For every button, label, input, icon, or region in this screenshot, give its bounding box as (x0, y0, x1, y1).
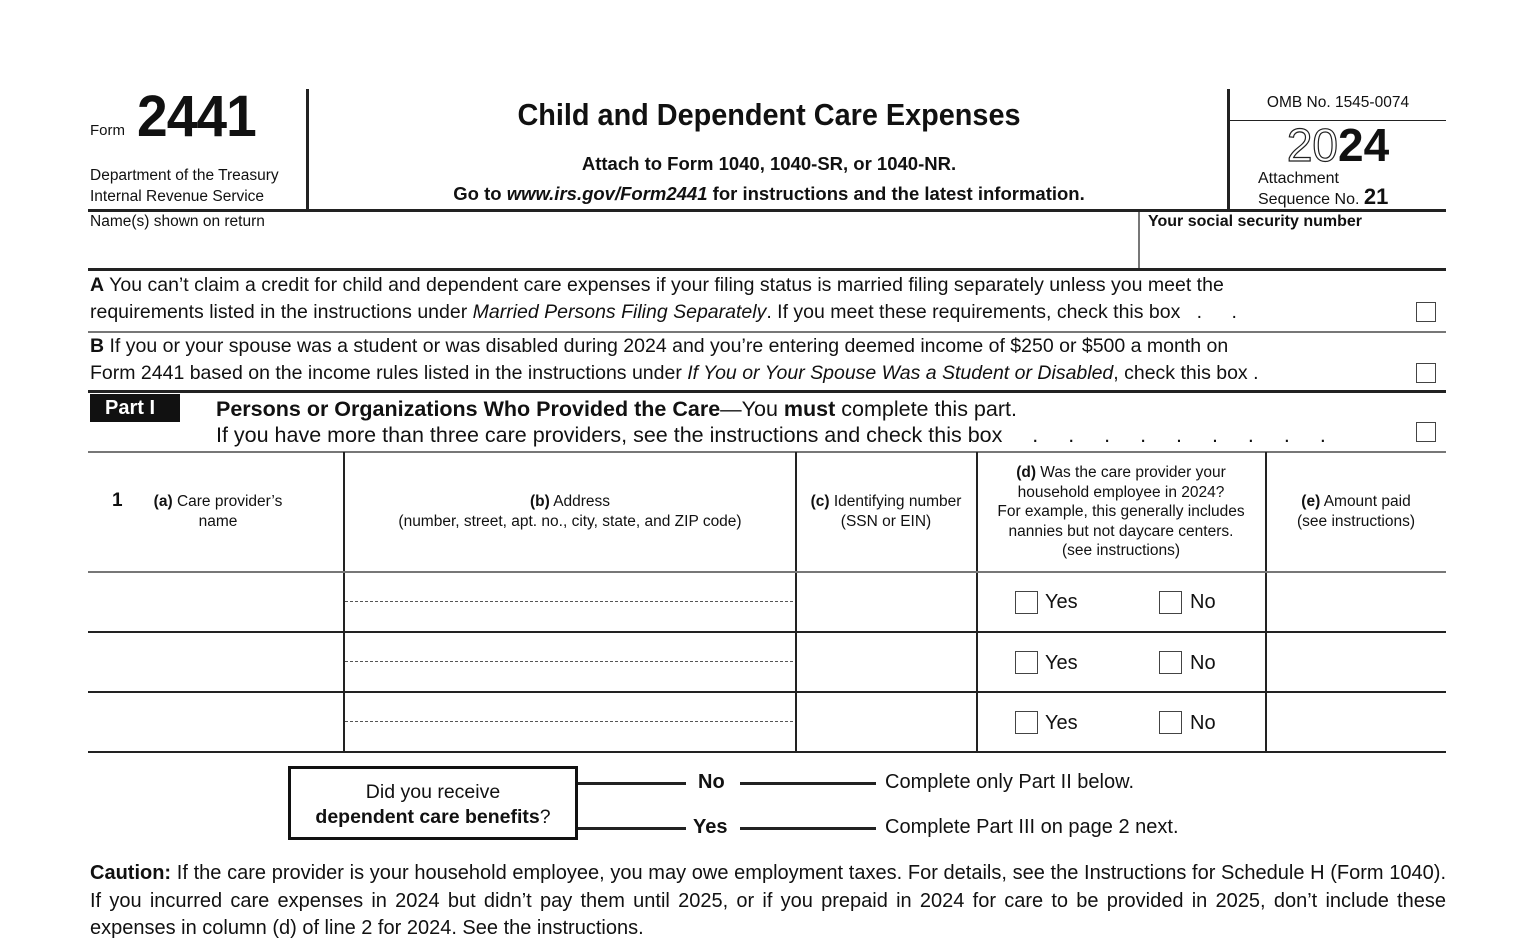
col-a-header (138, 492, 298, 531)
household-employee-no-checkbox[interactable] (1159, 651, 1182, 674)
agency-block (90, 165, 279, 207)
col-c-label-1: Identifying number (833, 493, 962, 510)
caution-note (90, 860, 1446, 943)
amount-paid-input[interactable] (1267, 572, 1446, 632)
header-divider-left (306, 89, 309, 210)
caution-label: Caution: (90, 862, 172, 884)
part-1-title-dash: — (720, 397, 742, 421)
provider-id-input[interactable] (797, 692, 976, 752)
yes-branch-text: Complete Part III on page 2 next. (885, 816, 1179, 838)
col-a-label-2: name (198, 512, 238, 530)
line-b-text (90, 333, 1259, 387)
part-1-title-rest-a: You (741, 397, 784, 421)
question-line-1: Did you receive (365, 781, 501, 803)
address-dash-line (345, 601, 793, 602)
ssn-input[interactable] (1148, 236, 1438, 266)
attach-instruction: Attach to Form 1040, 1040-SR, or 1040-NR. (581, 153, 957, 174)
provider-id-input[interactable] (797, 632, 976, 692)
table-bottom-rule (88, 751, 1446, 753)
yes-label: Yes (1045, 591, 1078, 613)
question-bold: dependent care benefits (315, 806, 540, 828)
no-label: No (1190, 652, 1216, 674)
provider-id-input[interactable] (797, 572, 976, 632)
more-providers-checkbox[interactable] (1416, 422, 1436, 442)
address-dash-line (345, 721, 793, 722)
col-d-label-4: nannies but not daycare centers. (1008, 522, 1234, 540)
name-input[interactable] (90, 236, 1130, 266)
yes-branch-label: Yes (693, 816, 728, 838)
no-connector-right (740, 782, 876, 785)
col-c-code: (c) (810, 493, 830, 510)
part-1-badge: Part I (90, 394, 180, 422)
no-label: No (1190, 712, 1216, 734)
col-b-label-1: Address (553, 493, 611, 510)
table-top-rule (88, 451, 1446, 453)
household-employee-yes-checkbox[interactable] (1015, 711, 1038, 734)
col-b-header (345, 492, 795, 531)
question-end: ? (539, 806, 551, 828)
part-1-title (216, 396, 1017, 422)
tax-year (1230, 118, 1446, 172)
year-outline: 20 (1286, 119, 1338, 171)
caution-text: If the care provider is your household employee, you may owe employment taxes. For details, see the Instructions for Schedule H (Form 1040). If you incurred care expenses in 2024 but didn’t pay them until 2025, or if you prepaid in 2024 for care to be provided in 2025, don’t include these expenses in column (d) of line 2 for 2024. See the instructions. (90, 862, 1446, 939)
form-title: Child and Dependent Care Expenses (517, 97, 1021, 132)
no-branch-text: Complete only Part II below. (885, 771, 1135, 793)
line-b-text-1: If you or your spouse was a student or was disabled during 2024 and you’re entering deemed income of $250 or $500 a month on (104, 335, 1229, 357)
line-a-text-2b: . If you meet these requirements, check this box (766, 301, 1181, 323)
part-1-subtitle-text: If you have more than three care providers, see the instructions and check this box (216, 423, 1003, 447)
amount-paid-input[interactable] (1267, 632, 1446, 692)
part-1-title-rest-b: complete this part. (835, 397, 1017, 421)
header-bottom-rule (88, 209, 1446, 212)
col-d-header (977, 463, 1265, 561)
ssn-divider (1138, 212, 1140, 269)
year-bold: 24 (1338, 119, 1390, 171)
provider-name-input[interactable] (90, 692, 343, 752)
table-row (88, 572, 1446, 632)
yes-connector-right (740, 827, 876, 830)
col-d-label-3: For example, this generally includes (997, 503, 1245, 520)
col-b-code: (b) (529, 493, 550, 510)
identity-bottom-rule (88, 268, 1446, 271)
line-b-text-2b: , check this box (1113, 362, 1248, 384)
goto-suffix: for instructions and the latest information. (707, 183, 1085, 204)
household-employee-yes-checkbox[interactable] (1015, 591, 1038, 614)
part-1-title-must: must (783, 397, 836, 421)
line-b-checkbox[interactable] (1416, 363, 1436, 383)
no-connector-left (578, 782, 686, 785)
yes-connector-left (578, 827, 686, 830)
no-branch-label: No (698, 771, 725, 793)
part-1-title-bold: Persons or Organizations Who Provided the Care (216, 397, 721, 421)
line-a-text-1: You can’t claim a credit for child and dependent care expenses if your filing status is married filing separately unless you meet the (104, 274, 1224, 296)
line-b-text-2a: Form 2441 based on the income rules listed in the instructions under (90, 362, 688, 384)
household-employee-no-checkbox[interactable] (1159, 711, 1182, 734)
amount-paid-input[interactable] (1267, 692, 1446, 752)
table-row (88, 692, 1446, 752)
household-employee-yes-checkbox[interactable] (1015, 651, 1038, 674)
line-a-italic: Married Persons Filing Separately (472, 301, 767, 323)
attachment-sequence (1258, 170, 1388, 209)
address-dash-line (345, 661, 793, 662)
line-b-italic: If You or Your Spouse Was a Student or Disabled (687, 362, 1114, 384)
provider-address-input[interactable] (345, 572, 795, 632)
col-d-label-1: Was the care provider your (1040, 464, 1226, 481)
line-a-letter: A (90, 274, 105, 296)
benefits-question-box (288, 766, 578, 840)
name-label: Name(s) shown on return (90, 213, 265, 230)
sequence-label: Sequence No. (1258, 191, 1360, 208)
part1-top-rule (88, 390, 1446, 393)
household-employee-no-checkbox[interactable] (1159, 591, 1182, 614)
provider-name-input[interactable] (90, 632, 343, 692)
table-row (88, 632, 1446, 692)
omb-number: OMB No. 1545-0074 (1266, 94, 1410, 111)
yes-label: Yes (1045, 652, 1078, 674)
col-c-label-2: (SSN or EIN) (840, 512, 932, 530)
form-label: Form (90, 122, 125, 139)
provider-name-input[interactable] (90, 572, 343, 632)
department-name: Department of the Treasury (90, 167, 279, 184)
provider-address-input[interactable] (345, 692, 795, 752)
line-a-leader-dots: . . (1196, 301, 1249, 323)
ssn-label: Your social security number (1148, 213, 1362, 230)
col-e-label-1: Amount paid (1323, 493, 1411, 510)
line-b-leader-dots: . (1253, 362, 1259, 384)
sequence-number: 21 (1363, 184, 1389, 209)
form-number: 2441 (137, 84, 256, 149)
col-e-label-2: (see instructions) (1296, 512, 1415, 530)
part-1-subtitle (216, 422, 1338, 448)
part-1-leader-dots: . . . . . . . . . (1032, 423, 1338, 447)
col-e-code: (e) (1301, 493, 1321, 510)
col-d-label-5: (see instructions) (1061, 542, 1180, 559)
line-a-text (90, 272, 1249, 326)
col-b-label-2: (number, street, apt. no., city, state, and ZIP code) (398, 512, 742, 530)
goto-prefix: Go to (453, 183, 507, 204)
col-c-header (796, 492, 976, 531)
no-label: No (1190, 591, 1216, 613)
goto-instruction (310, 183, 1228, 205)
attachment-label: Attachment (1258, 170, 1339, 187)
col-d-code: (d) (1016, 464, 1036, 481)
yes-label: Yes (1045, 712, 1078, 734)
line-1-number: 1 (112, 490, 123, 511)
col-a-label-1: Care provider’s (176, 493, 283, 510)
col-d-label-2: household employee in 2024? (1017, 483, 1225, 501)
irs-link[interactable]: www.irs.gov/Form2441 (506, 183, 708, 204)
provider-address-input[interactable] (345, 632, 795, 692)
service-name: Internal Revenue Service (90, 188, 265, 205)
line-b-letter: B (90, 335, 105, 357)
line-a-text-2a: requirements listed in the instructions under (90, 301, 473, 323)
line-a-checkbox[interactable] (1416, 302, 1436, 322)
col-e-header (1266, 492, 1446, 531)
col-a-code: (a) (153, 493, 173, 510)
